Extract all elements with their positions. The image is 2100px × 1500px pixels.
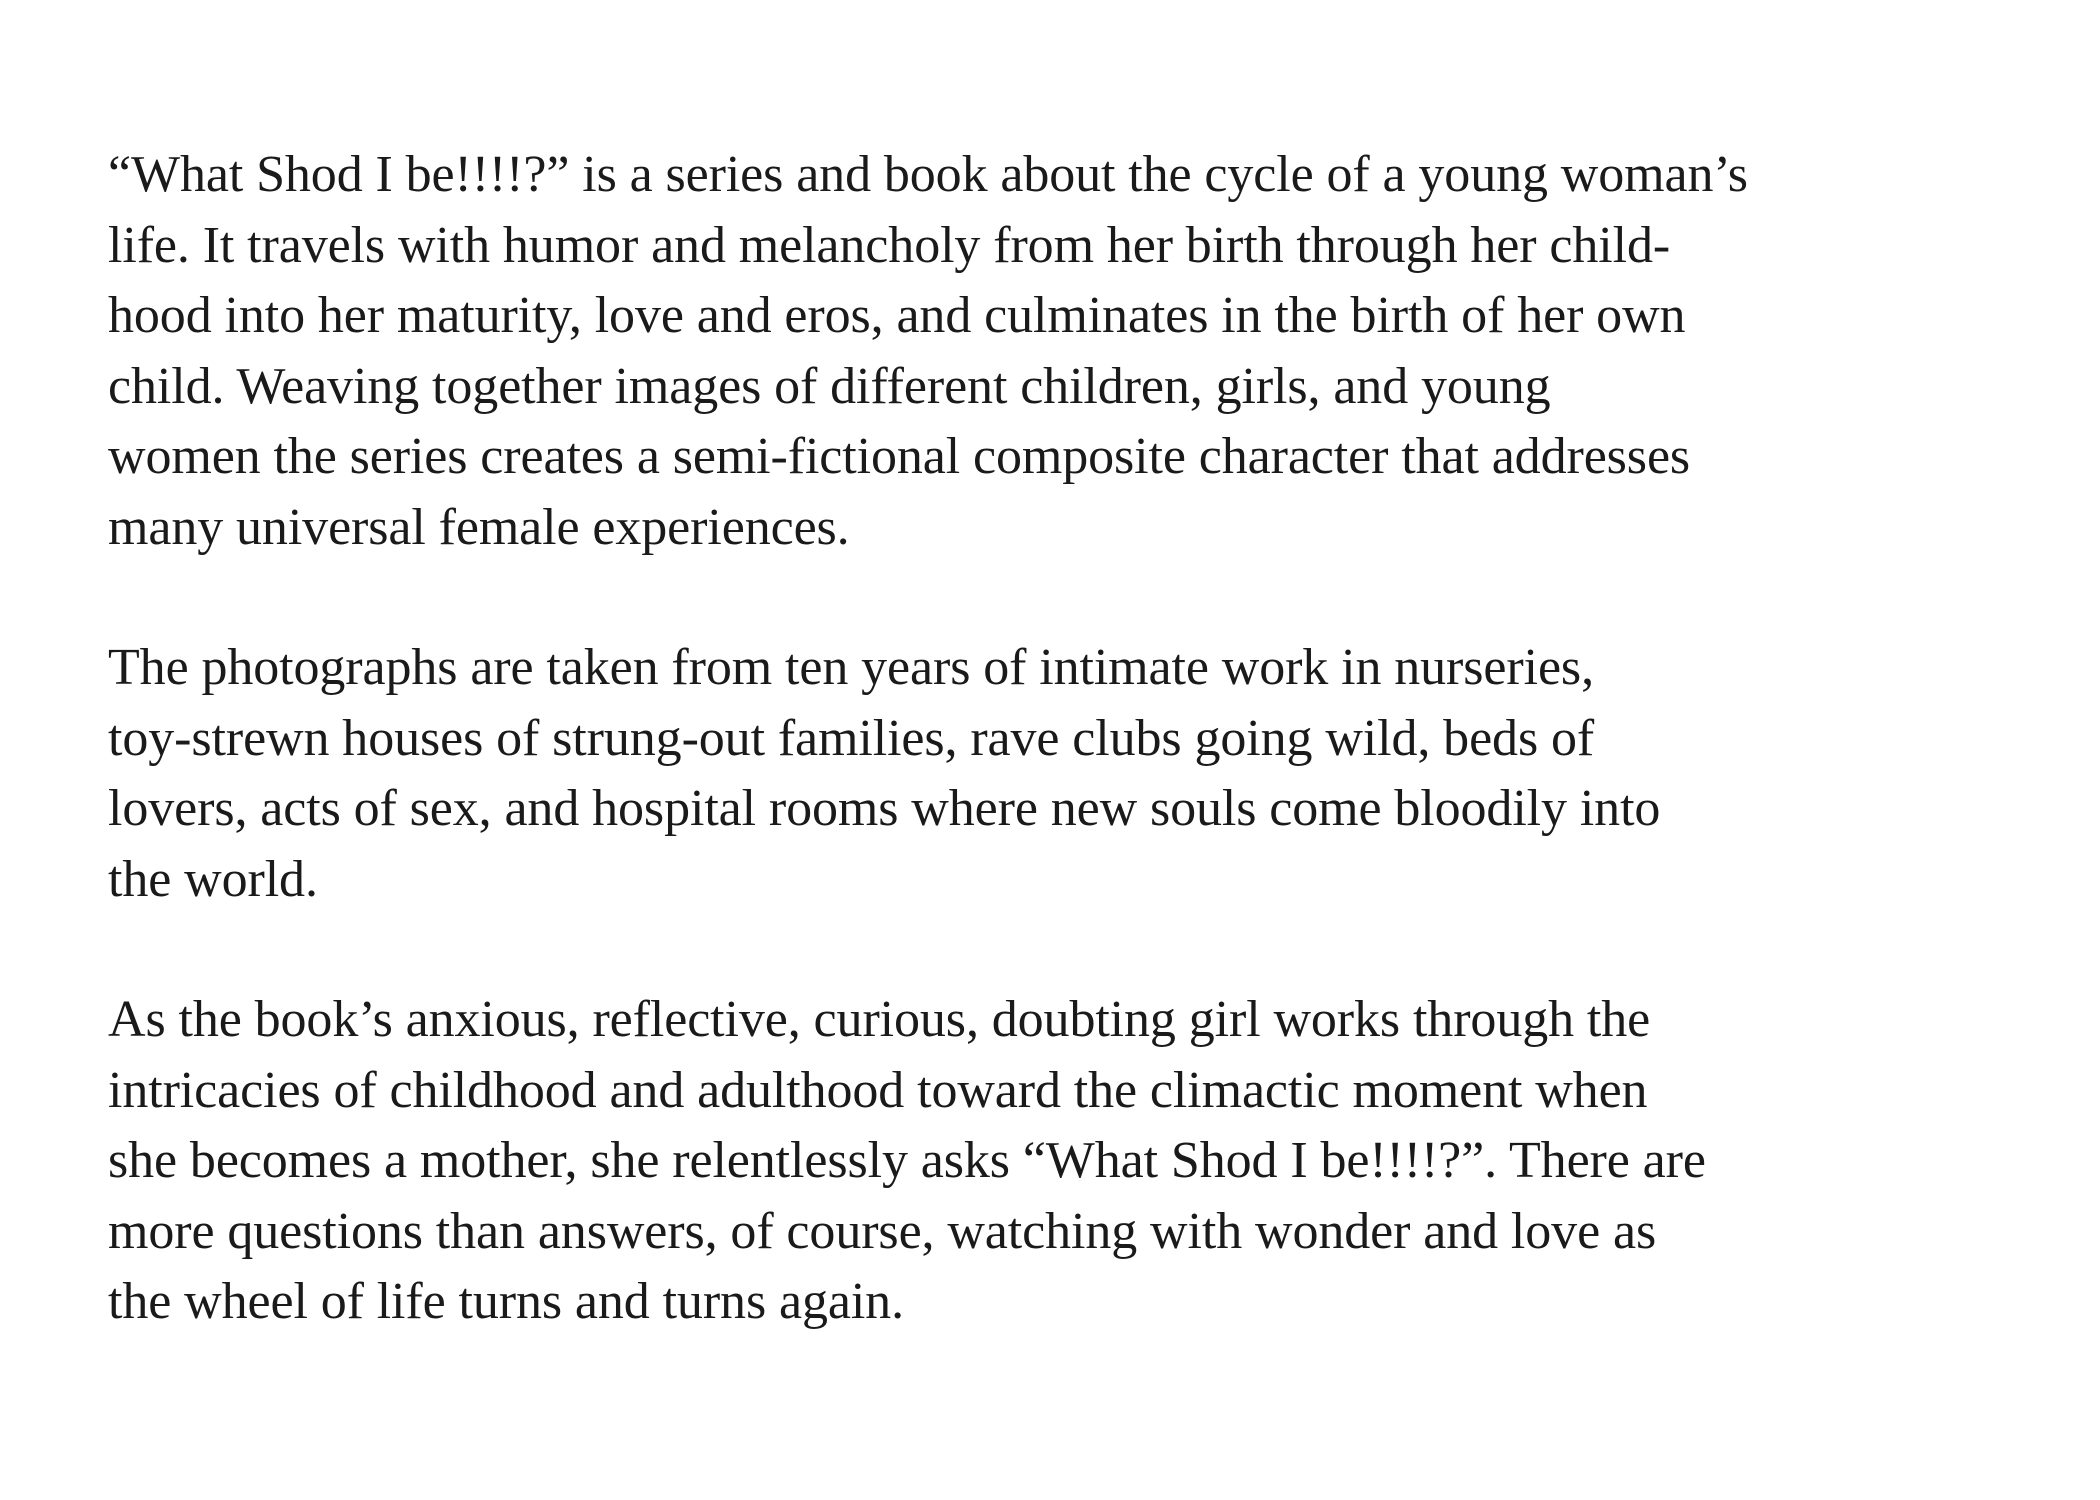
text-line: the wheel of life turns and turns again. bbox=[108, 1273, 904, 1330]
text-line: hood into her maturity, love and eros, and culminates in the birth of her own bbox=[108, 287, 1686, 344]
document-body bbox=[108, 140, 2008, 1408]
paragraph-conclusion bbox=[108, 985, 2008, 1338]
text-line: intricacies of childhood and adulthood toward the climactic moment when bbox=[108, 1061, 1648, 1119]
text-line: the world. bbox=[108, 850, 318, 908]
text-line: many universal female experiences. bbox=[108, 498, 850, 556]
text-line: she becomes a mother, she relentlessly asks “What Shod I be!!!!?”. There are bbox=[108, 1132, 1706, 1189]
text-line: women the series creates a semi-fictional composite character that addresses bbox=[108, 428, 1691, 485]
text-line: The photographs are taken from ten years of intimate work in nurseries, bbox=[108, 639, 1594, 696]
text-line: life. It travels with humor and melancholy from her birth through her child- bbox=[108, 216, 1671, 274]
text-line: child. Weaving together images of different children, girls, and young bbox=[108, 357, 1551, 415]
text-line: toy-strewn houses of strung-out families, rave clubs going wild, beds of bbox=[108, 709, 1595, 767]
text-line: As the book’s anxious, reflective, curious, doubting girl works through the bbox=[108, 991, 1651, 1048]
text-line: more questions than answers, of course, watching with wonder and love as bbox=[108, 1202, 1657, 1260]
paragraph-intro bbox=[108, 140, 2008, 563]
text-line: lovers, acts of sex, and hospital rooms where new souls come bloodily into bbox=[108, 780, 1661, 837]
paragraph-photographs bbox=[108, 633, 2008, 915]
text-line: “What Shod I be!!!!?” is a series and book about the cycle of a young woman’s bbox=[108, 146, 1748, 203]
